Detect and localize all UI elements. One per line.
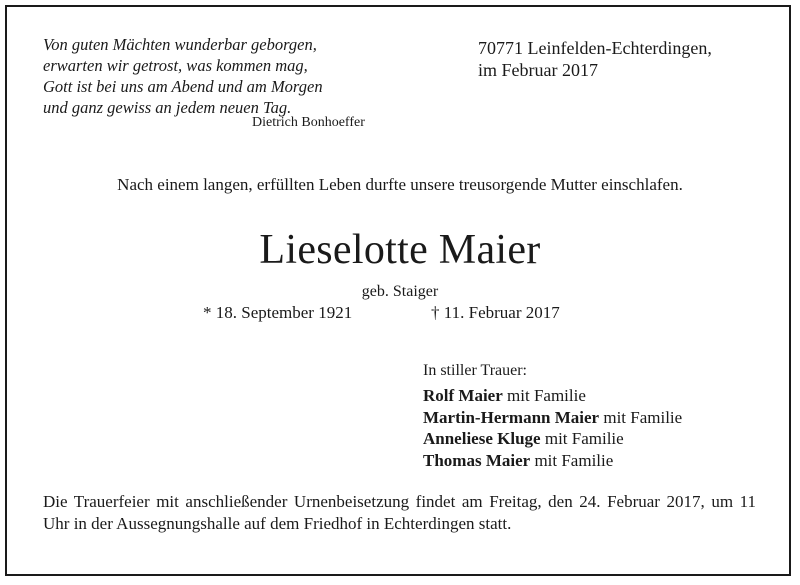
poem-line: und ganz gewiss an jedem neuen Tag. (43, 98, 292, 117)
mourner-suffix: mit Familie (603, 407, 683, 427)
deceased-name: Lieselotte Maier (259, 227, 541, 273)
mourner-entry (423, 428, 682, 450)
mourner-name: Rolf Maier (423, 386, 503, 405)
mourner-name: Thomas Maier (423, 450, 531, 470)
mourners-heading: In stiller Trauer: (423, 362, 527, 379)
poem-line: Von guten Mächten wunderbar geborgen, (43, 35, 317, 54)
death-date: † 11. Februar 2017 (431, 303, 560, 322)
date: im Februar 2017 (478, 60, 598, 80)
funeral-details: Die Trauerfeier mit anschließender Urnenbeisetzung findet am Freitag, den 24. Februar 2017, um 11 Uhr in der Aussegnungshalle auf dem Friedhof in Echterdingen statt. (43, 492, 756, 533)
maiden-name: geb. Staiger (361, 283, 439, 300)
poem (43, 34, 323, 118)
mourner-suffix: mit Familie (544, 429, 624, 448)
mourner-suffix: mit Familie (534, 450, 614, 470)
mourner-entry (423, 407, 682, 429)
mourners-list (423, 385, 682, 471)
poem-line: Gott ist bei uns am Abend und am Morgen (43, 77, 323, 96)
mourner-entry (423, 450, 682, 472)
mourner-name: Anneliese Kluge (423, 429, 541, 448)
mourner-entry (423, 385, 682, 407)
poem-author: Dietrich Bonhoeffer (252, 115, 365, 130)
place-date (478, 37, 712, 81)
place: 70771 Leinfelden-Echterdingen, (478, 38, 712, 58)
mourner-name: Martin-Hermann Maier (423, 407, 600, 427)
birth-date: * 18. September 1921 (203, 303, 353, 322)
intro-text: Nach einem langen, erfüllten Leben durfte unsere treusorgende Mutter einschlafen. (117, 175, 683, 194)
poem-line: erwarten wir getrost, was kommen mag, (43, 56, 308, 75)
mourner-suffix: mit Familie (507, 386, 586, 405)
